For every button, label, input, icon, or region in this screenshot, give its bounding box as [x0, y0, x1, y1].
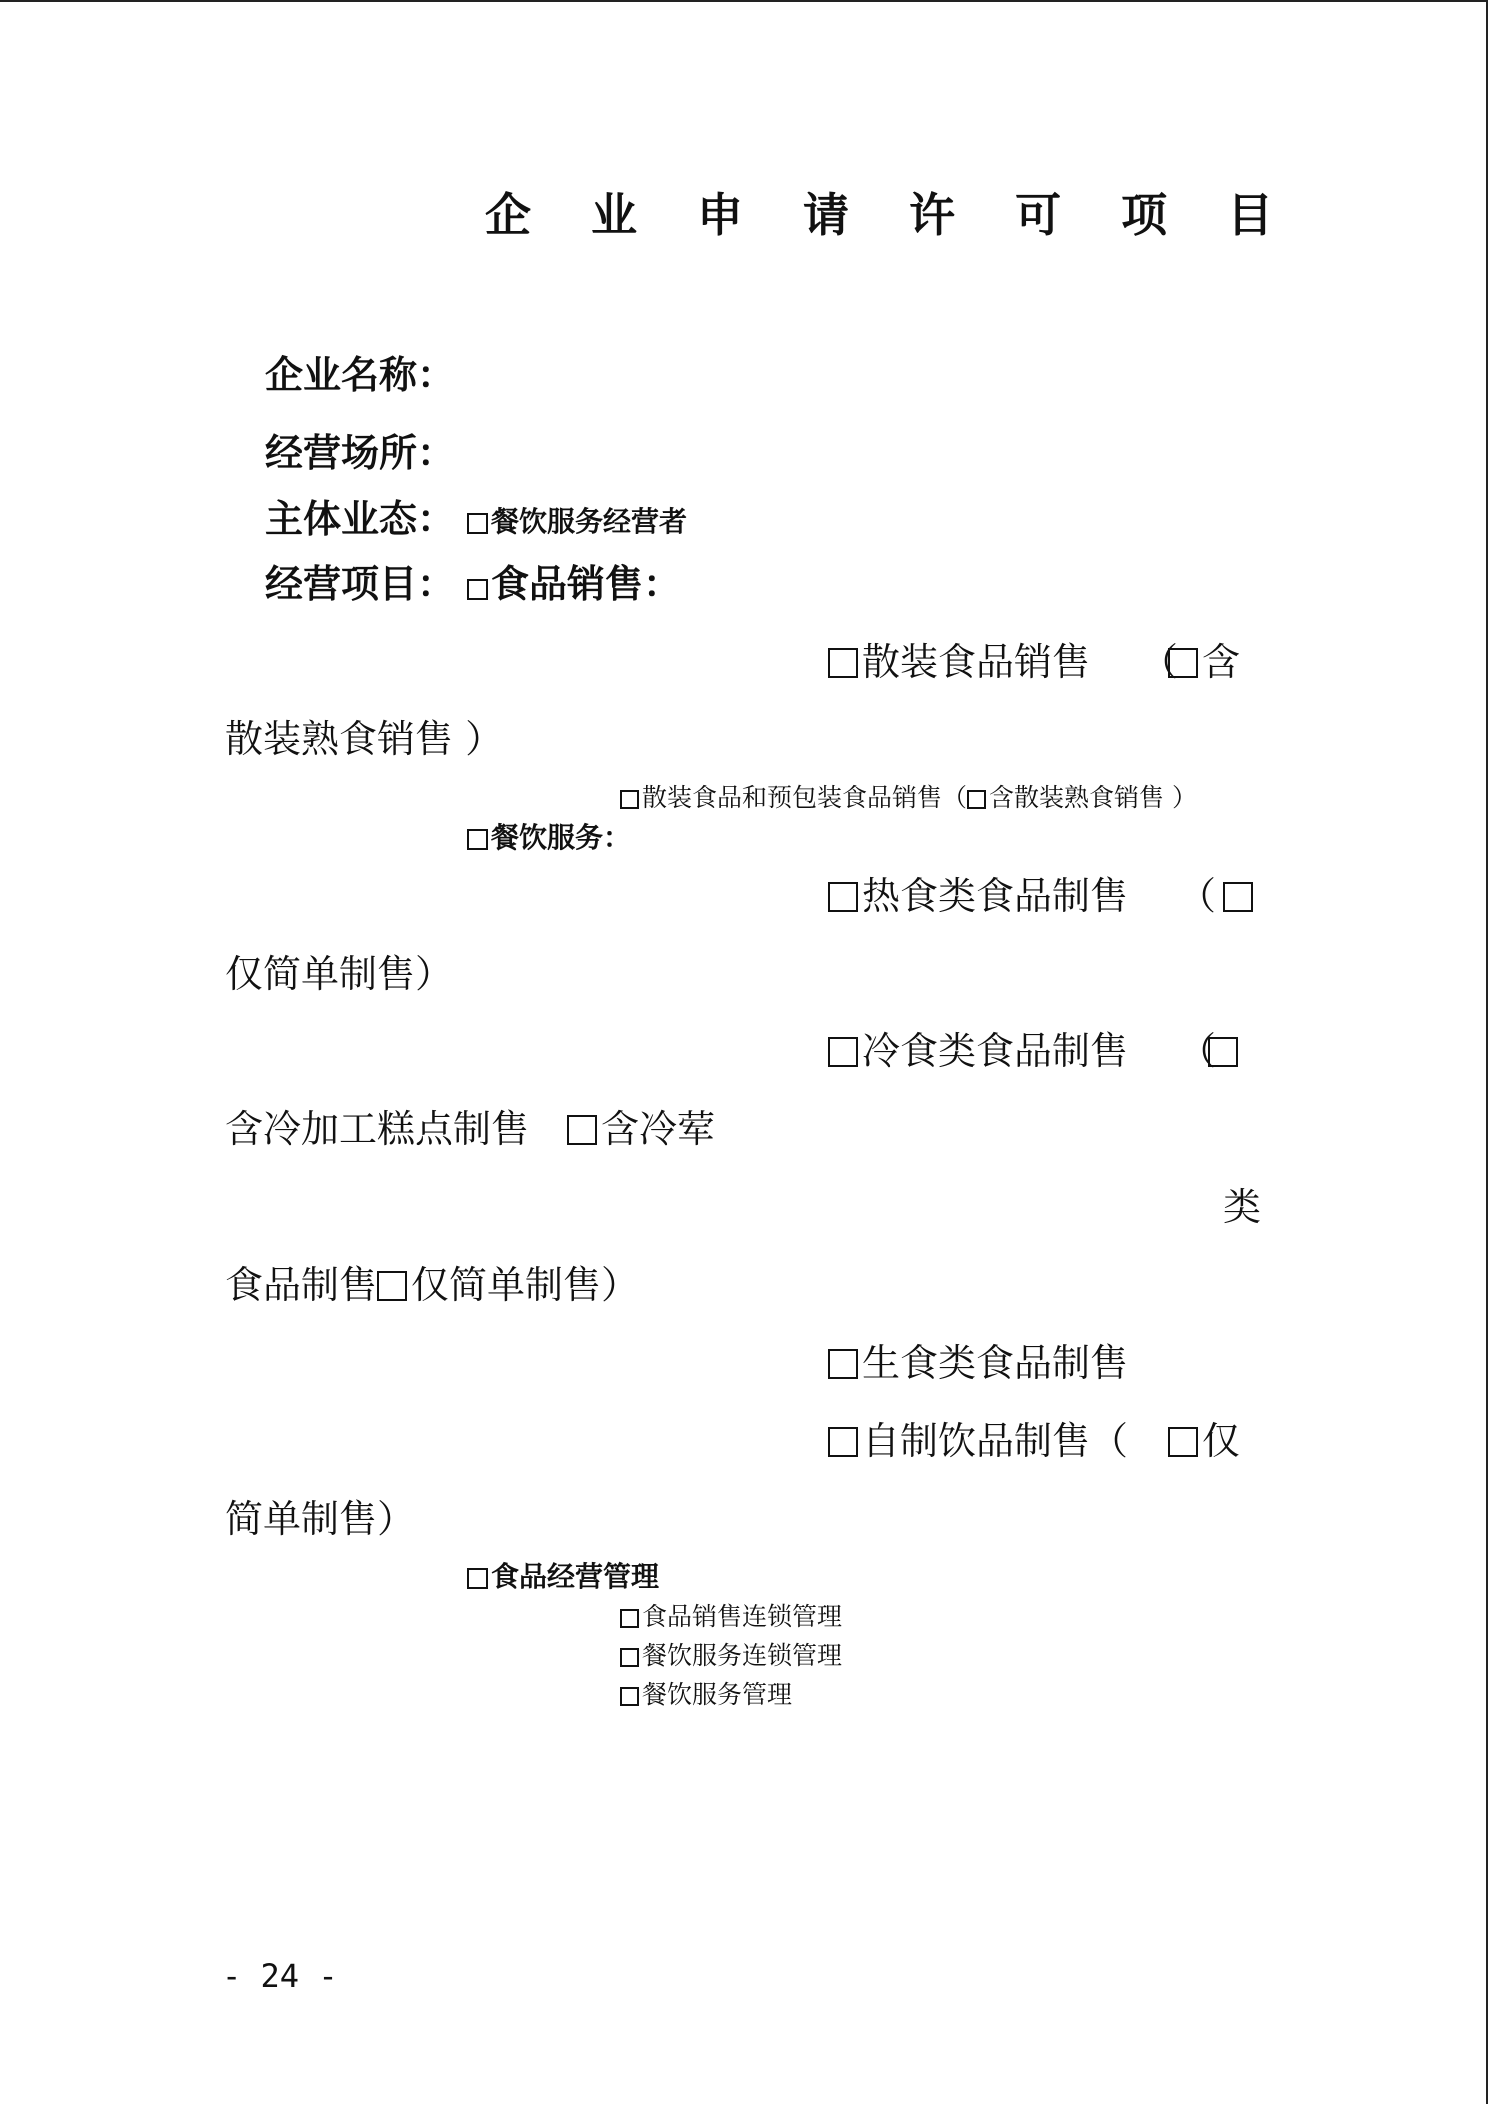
- cold-food-option[interactable]: [828, 1029, 1129, 1073]
- entity-type-checkbox[interactable]: [467, 513, 488, 534]
- drinks-simple-label-a: 仅: [1202, 1419, 1241, 1463]
- bulk-inc-cooked-label-b: 散装熟食销售 ）: [225, 717, 504, 761]
- bulk-prepack-inc-label: 含散装熟食销售 ）: [989, 783, 1197, 812]
- food-sales-option[interactable]: [467, 562, 682, 606]
- raw-food-checkbox[interactable]: [828, 1349, 858, 1379]
- management-item-label: 食品销售连锁管理: [642, 1602, 843, 1631]
- drinks-simple-checkbox[interactable]: [1168, 1427, 1198, 1457]
- management-item[interactable]: [620, 1643, 842, 1668]
- cold-simple-label: 仅简单制售）: [411, 1263, 640, 1307]
- cold-inc-pastry-label: 含冷加工糕点制售: [225, 1107, 530, 1151]
- bulk-prepack-label: 散装食品和预包装食品销售（: [642, 783, 968, 812]
- management-checkbox[interactable]: [467, 1568, 488, 1589]
- drinks-simple-label-b: 简单制售）: [225, 1497, 416, 1541]
- bulk-sales-checkbox[interactable]: [828, 648, 858, 678]
- management-item-checkbox[interactable]: [620, 1609, 639, 1628]
- drinks-checkbox[interactable]: [828, 1427, 858, 1457]
- hot-food-label: 热食类食品制售: [862, 874, 1129, 918]
- raw-food-option[interactable]: [828, 1341, 1129, 1385]
- cold-inc-meat-option[interactable]: [567, 1107, 716, 1151]
- cold-paren: （: [1178, 1029, 1217, 1073]
- entity-type-label: 主体业态：: [265, 497, 456, 541]
- food-sales-label: 食品销售：: [491, 562, 682, 606]
- bulk-prepack-checkbox[interactable]: [620, 790, 639, 809]
- business-items-label: 经营项目：: [265, 562, 456, 606]
- cold-inc-pastry-option[interactable]: [1208, 1032, 1242, 1070]
- bulk-prepack-inc-checkbox[interactable]: [967, 790, 986, 809]
- bulk-inc-cooked-label-a: 含: [1202, 640, 1241, 684]
- bulk-prepack-option[interactable]: [620, 785, 1197, 810]
- bulk-paren: （: [1140, 640, 1179, 684]
- bulk-inc-cooked-option[interactable]: [1168, 640, 1241, 684]
- bulk-inc-cooked-checkbox[interactable]: [1168, 648, 1198, 678]
- hot-food-option[interactable]: [828, 874, 1129, 918]
- hot-food-checkbox[interactable]: [828, 882, 858, 912]
- raw-food-label: 生食类食品制售: [862, 1341, 1129, 1385]
- drinks-label: 自制饮品制售（: [862, 1419, 1129, 1463]
- management-item-checkbox[interactable]: [620, 1648, 639, 1667]
- management-item[interactable]: [620, 1604, 842, 1629]
- bulk-sales-option[interactable]: [828, 640, 1091, 684]
- cold-food-checkbox[interactable]: [828, 1037, 858, 1067]
- drinks-option[interactable]: [828, 1419, 1129, 1463]
- cold-inc-meat-label-b: 类: [1223, 1185, 1262, 1229]
- page-number: - 24 -: [222, 1957, 338, 1995]
- catering-checkbox[interactable]: [467, 829, 488, 850]
- hot-simple-checkbox[interactable]: [1223, 882, 1253, 912]
- management-label: 食品经营管理: [491, 1560, 660, 1593]
- entity-type-option-label: 餐饮服务经营者: [491, 505, 688, 538]
- catering-label: 餐饮服务：: [491, 821, 632, 854]
- catering-option[interactable]: [467, 821, 632, 854]
- management-item[interactable]: [620, 1682, 792, 1707]
- hot-simple-option[interactable]: [1223, 877, 1257, 915]
- company-name-label: 企业名称：: [265, 353, 456, 397]
- hot-paren: （: [1178, 874, 1217, 918]
- management-option[interactable]: [467, 1560, 660, 1593]
- page-title: 企 业 申 请 许 可 项 目: [485, 188, 1296, 242]
- management-item-label: 餐饮服务管理: [642, 1680, 793, 1709]
- food-sales-checkbox[interactable]: [467, 579, 488, 600]
- entity-type-option[interactable]: [467, 505, 688, 538]
- cold-inc-meat-checkbox[interactable]: [567, 1115, 597, 1145]
- management-item-checkbox[interactable]: [620, 1687, 639, 1706]
- cold-simple-checkbox[interactable]: [377, 1271, 407, 1301]
- hot-simple-label: 仅简单制售）: [225, 952, 454, 996]
- cold-inc-meat-row: [225, 1263, 640, 1307]
- bulk-sales-label: 散装食品销售: [862, 640, 1091, 684]
- management-item-label: 餐饮服务连锁管理: [642, 1641, 843, 1670]
- cold-inc-meat-label-c: 食品制售: [225, 1263, 378, 1307]
- premises-label: 经营场所：: [265, 431, 456, 475]
- cold-inc-meat-label-a: 含冷荤: [601, 1107, 716, 1151]
- cold-food-label: 冷食类食品制售: [862, 1029, 1129, 1073]
- cold-inc-pastry-checkbox[interactable]: [1208, 1037, 1238, 1067]
- drinks-simple-option[interactable]: [1168, 1419, 1241, 1463]
- page-border-top: [0, 0, 1488, 2]
